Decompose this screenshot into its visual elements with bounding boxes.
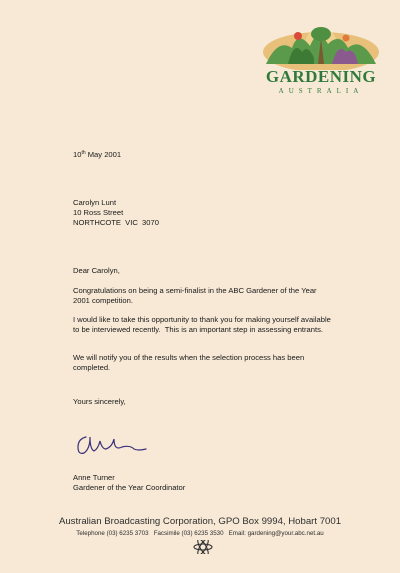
recipient-street: 10 Ross Street: [73, 208, 124, 217]
date-month-year: May 2001: [85, 150, 122, 159]
footer-contact: Telephone (03) 6235 3703 Facsimile (03) 6235 3530 Email: gardening@your.abc.net.au: [76, 530, 324, 537]
recipient-address: [73, 198, 159, 228]
recipient-name: Carolyn Lunt: [73, 198, 117, 207]
logo-subtitle: AUSTRALIA: [278, 87, 364, 95]
garden-illustration-icon: [258, 18, 384, 70]
letter-date: [73, 150, 121, 160]
logo-wordmark: GARDENING: [265, 67, 377, 86]
gardening-australia-logo: [258, 18, 384, 98]
recipient-city: NORTHCOTE VIC 3070: [73, 218, 159, 227]
footer-organisation: Australian Broadcasting Corporation, GPO Box 9994, Hobart 7001: [58, 516, 342, 527]
abc-logo-icon: [193, 540, 213, 554]
salutation: Dear Carolyn,: [73, 266, 120, 275]
body-paragraph-2: I would like to take this opportunity to thank you for making yourself available to be interviewed recently. This is an important step in assessing entrants.: [73, 315, 334, 334]
date-suffix: th: [81, 150, 86, 156]
signatory-title: Gardener of the Year Coordinator: [73, 483, 186, 492]
date-day: 10: [73, 150, 82, 159]
closing: Yours sincerely,: [73, 397, 126, 406]
signatory-name: Anne Turner: [73, 473, 115, 482]
handwritten-signature: [72, 425, 162, 461]
body-paragraph-3: We will notify you of the results when the selection process has been completed.: [73, 353, 305, 372]
signature-block: [73, 473, 185, 493]
body-paragraph-1: Congratulations on being a semi-finalist in the ABC Gardener of the Year 2001 competition.: [73, 286, 317, 305]
